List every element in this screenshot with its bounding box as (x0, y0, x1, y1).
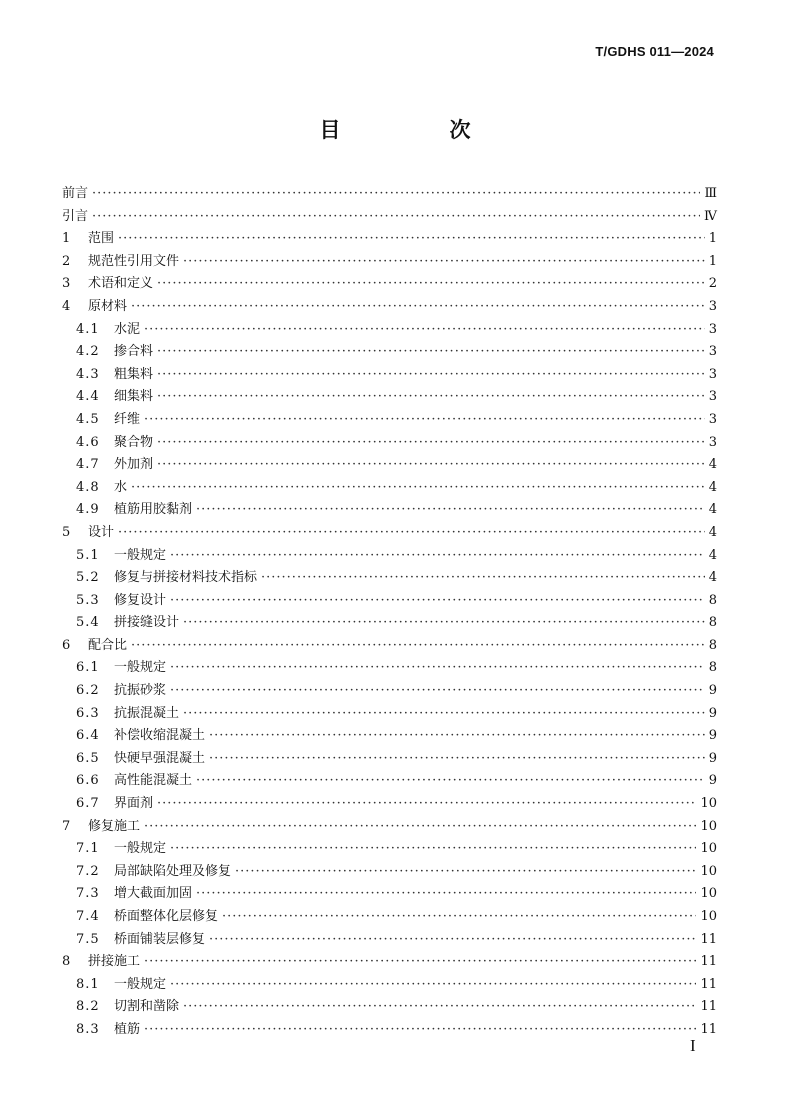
dot-leader (157, 273, 705, 296)
toc-entry[interactable] (62, 657, 717, 680)
dot-leader (144, 1019, 696, 1042)
toc-entry-page: 11 (700, 999, 717, 1015)
toc-entry-page: 3 (708, 434, 717, 450)
toc-entry[interactable] (62, 906, 717, 929)
toc-entry-label: 抗振砂浆 (114, 683, 167, 699)
toc-entry-label: 粗集料 (114, 366, 154, 382)
toc-entry[interactable] (62, 883, 717, 906)
toc-entry-page: 4 (708, 570, 717, 586)
toc-entry-page: 9 (708, 728, 717, 744)
toc-entry-number: 6 (62, 637, 71, 653)
dot-leader (196, 770, 705, 793)
page-number: I (690, 1036, 696, 1055)
dot-leader (131, 477, 705, 500)
toc-entry-page: 4 (708, 479, 717, 495)
toc-entry-page: 8 (708, 660, 717, 676)
toc-entry-number: 8 (62, 954, 71, 970)
toc-entry[interactable] (62, 861, 717, 884)
toc-entry-number: 6.3 (76, 705, 100, 721)
toc-entry-page: 1 (708, 231, 717, 247)
toc-entry[interactable] (62, 409, 717, 432)
toc-entry[interactable] (62, 951, 717, 974)
toc-entry-label: 聚合物 (114, 434, 154, 450)
dot-leader (157, 364, 705, 387)
toc-entry-page: 11 (700, 976, 717, 992)
toc-entry-page: 3 (708, 411, 717, 427)
toc-entry-number: 6.5 (76, 750, 100, 766)
dot-leader (92, 183, 700, 206)
dot-leader (183, 251, 705, 274)
toc-entry-page: 8 (708, 637, 717, 653)
dot-leader (209, 929, 696, 952)
toc-entry-label: 修复施工 (88, 818, 141, 834)
toc-entry-page: 3 (708, 321, 717, 337)
toc-entry-page: 9 (708, 683, 717, 699)
toc-entry-page: 10 (700, 818, 717, 834)
toc-entry[interactable] (62, 996, 717, 1019)
dot-leader (131, 296, 705, 319)
toc-entry-number: 5.2 (76, 570, 100, 586)
toc-entry-page: 4 (708, 524, 717, 540)
page-title: 目 次 (319, 118, 515, 142)
toc-entry-number: 8.3 (76, 1021, 100, 1037)
toc-entry-label: 外加剂 (114, 457, 154, 473)
dot-leader (144, 816, 696, 839)
toc-entry-number: 7.2 (76, 863, 100, 879)
toc-entry[interactable] (62, 974, 717, 997)
toc-entry-number: 4.3 (76, 366, 100, 382)
table-of-contents (62, 183, 717, 1042)
toc-entry-number: 8.1 (76, 976, 100, 992)
toc-entry-number: 7.5 (76, 931, 100, 947)
toc-entry[interactable] (62, 432, 717, 455)
toc-entry-number: 4.1 (76, 321, 100, 337)
dot-leader (157, 341, 705, 364)
toc-entry[interactable] (62, 251, 717, 274)
toc-entry-page: 10 (700, 796, 717, 812)
toc-entry-label: 掺合料 (114, 344, 154, 360)
toc-entry[interactable] (62, 703, 717, 726)
toc-entry-label: 桥面铺装层修复 (114, 931, 206, 947)
toc-entry[interactable] (62, 183, 717, 206)
dot-leader (157, 793, 696, 816)
toc-entry-label: 修复设计 (114, 592, 167, 608)
toc-entry-label: 配合比 (88, 637, 128, 653)
toc-entry-label: 规范性引用文件 (88, 253, 180, 269)
dot-leader (196, 883, 696, 906)
toc-entry-label: 水 (114, 479, 128, 495)
toc-entry-label: 原材料 (88, 298, 128, 314)
toc-entry[interactable] (62, 386, 717, 409)
toc-entry-label: 修复与拼接材料技术指标 (114, 570, 258, 586)
toc-entry-label: 增大截面加固 (114, 886, 193, 902)
dot-leader (170, 590, 705, 613)
dot-leader (222, 906, 696, 929)
dot-leader (157, 432, 705, 455)
toc-entry-page: 9 (708, 750, 717, 766)
toc-entry-number: 8.2 (76, 999, 100, 1015)
toc-entry[interactable] (62, 680, 717, 703)
toc-entry[interactable] (62, 725, 717, 748)
dot-leader (183, 703, 705, 726)
dot-leader (196, 499, 705, 522)
toc-entry-page: 3 (708, 344, 717, 360)
toc-entry[interactable] (62, 454, 717, 477)
toc-entry-number: 5 (62, 524, 71, 540)
toc-entry-number: 3 (62, 276, 71, 292)
toc-entry[interactable] (62, 341, 717, 364)
toc-entry[interactable] (62, 296, 717, 319)
toc-entry-number: 6.2 (76, 683, 100, 699)
toc-entry-page: Ⅳ (704, 208, 717, 224)
toc-entry[interactable] (62, 590, 717, 613)
toc-entry-page: 3 (708, 366, 717, 382)
dot-leader (92, 206, 700, 229)
toc-entry[interactable] (62, 319, 717, 342)
toc-entry[interactable] (62, 228, 717, 251)
toc-entry-page: 4 (708, 457, 717, 473)
toc-entry-page: 4 (708, 502, 717, 518)
dot-leader (157, 454, 705, 477)
toc-entry-label: 水泥 (114, 321, 141, 337)
toc-entry[interactable] (62, 499, 717, 522)
toc-entry-number: 7 (62, 818, 71, 834)
toc-entry-page: 11 (700, 931, 717, 947)
dot-leader (144, 319, 705, 342)
toc-entry-page: 3 (708, 389, 717, 405)
toc-entry[interactable] (62, 545, 717, 568)
dot-leader (183, 612, 705, 635)
dot-leader (170, 680, 705, 703)
dot-leader (261, 567, 705, 590)
toc-entry-page: 10 (700, 841, 717, 857)
toc-entry-label: 抗振混凝土 (114, 705, 180, 721)
toc-entry-page: 3 (708, 298, 717, 314)
toc-entry-page: 11 (700, 1021, 717, 1037)
toc-entry-label: 一般规定 (114, 841, 167, 857)
toc-entry[interactable] (62, 206, 717, 229)
toc-entry[interactable] (62, 522, 717, 545)
dot-leader (157, 386, 705, 409)
toc-entry-label: 术语和定义 (88, 276, 154, 292)
toc-entry[interactable] (62, 567, 717, 590)
toc-entry-number: 7.4 (76, 909, 100, 924)
toc-entry-number: 4.4 (76, 389, 100, 405)
dot-leader (170, 657, 705, 680)
toc-entry-label: 一般规定 (114, 660, 167, 676)
toc-entry-number: 6.7 (76, 796, 100, 812)
toc-entry-page: 11 (700, 954, 717, 970)
toc-entry-label: 植筋 (114, 1021, 141, 1037)
toc-entry-number: 6.1 (76, 660, 100, 676)
toc-entry-number: 5.1 (76, 547, 100, 563)
toc-entry[interactable] (62, 1019, 717, 1042)
toc-entry-label: 植筋用胶黏剂 (114, 502, 193, 518)
toc-entry-number: 7.1 (76, 841, 100, 857)
toc-entry-page: 1 (708, 253, 717, 269)
toc-entry-label: 前言 (62, 186, 89, 201)
toc-entry-label: 引言 (62, 208, 89, 224)
toc-entry-label: 一般规定 (114, 976, 167, 992)
toc-entry[interactable] (62, 838, 717, 861)
dot-leader (170, 974, 696, 997)
toc-entry-number: 4.2 (76, 344, 100, 360)
dot-leader (144, 409, 705, 432)
dot-leader (209, 748, 705, 771)
toc-entry-label: 范围 (88, 231, 115, 247)
toc-entry-number: 5.4 (76, 615, 100, 631)
dot-leader (170, 838, 696, 861)
dot-leader (131, 635, 705, 658)
toc-entry-number: 4.5 (76, 411, 100, 427)
toc-entry-page: 10 (700, 886, 717, 902)
toc-entry[interactable] (62, 477, 717, 500)
toc-entry-label: 桥面整体化层修复 (114, 909, 219, 924)
toc-entry[interactable] (62, 770, 717, 793)
toc-entry-number: 5.3 (76, 592, 100, 608)
toc-entry-number: 4.7 (76, 457, 100, 473)
toc-entry-label: 局部缺陷处理及修复 (114, 863, 232, 879)
toc-entry-page: Ⅲ (704, 186, 717, 201)
dot-leader (118, 522, 705, 545)
dot-leader (209, 725, 705, 748)
dot-leader (183, 996, 696, 1019)
dot-leader (118, 228, 705, 251)
toc-entry-label: 设计 (88, 524, 115, 540)
toc-entry-page: 9 (708, 705, 717, 721)
dot-leader (144, 951, 696, 974)
toc-entry-page: 9 (708, 773, 717, 789)
toc-entry-number: 2 (62, 253, 71, 269)
standard-code: T/GDHS 011—2024 (595, 44, 714, 59)
toc-entry-number: 4.8 (76, 479, 100, 495)
toc-entry-number: 7.3 (76, 886, 100, 902)
toc-entry-page: 10 (700, 863, 717, 879)
toc-entry-label: 拼接施工 (88, 954, 141, 970)
toc-entry[interactable] (62, 816, 717, 839)
toc-entry-label: 补偿收缩混凝土 (114, 728, 206, 744)
toc-entry-number: 1 (62, 231, 71, 247)
toc-entry-page: 2 (708, 276, 717, 292)
toc-entry[interactable] (62, 273, 717, 296)
toc-entry-number: 4.6 (76, 434, 100, 450)
toc-entry-number: 4.9 (76, 502, 100, 518)
toc-entry-page: 8 (708, 592, 717, 608)
toc-entry-number: 4 (62, 298, 71, 314)
toc-entry-label: 快硬早强混凝土 (114, 750, 206, 766)
dot-leader (170, 545, 705, 568)
toc-entry-number: 6.6 (76, 773, 100, 789)
toc-entry-label: 高性能混凝土 (114, 773, 193, 789)
toc-entry-page: 4 (708, 547, 717, 563)
toc-entry-label: 细集料 (114, 389, 154, 405)
toc-entry[interactable] (62, 793, 717, 816)
dot-leader (235, 861, 696, 884)
toc-entry[interactable] (62, 635, 717, 658)
toc-entry[interactable] (62, 748, 717, 771)
toc-entry-label: 纤维 (114, 411, 141, 427)
toc-entry-number: 6.4 (76, 728, 100, 744)
toc-entry-label: 一般规定 (114, 547, 167, 563)
toc-entry-page: 10 (700, 909, 717, 924)
toc-entry-page: 8 (708, 615, 717, 631)
toc-entry-label: 拼接缝设计 (114, 615, 180, 631)
toc-entry-label: 切割和凿除 (114, 999, 180, 1015)
toc-entry-label: 界面剂 (114, 796, 154, 812)
toc-entry[interactable] (62, 929, 717, 952)
toc-entry[interactable] (62, 612, 717, 635)
toc-entry[interactable] (62, 364, 717, 387)
